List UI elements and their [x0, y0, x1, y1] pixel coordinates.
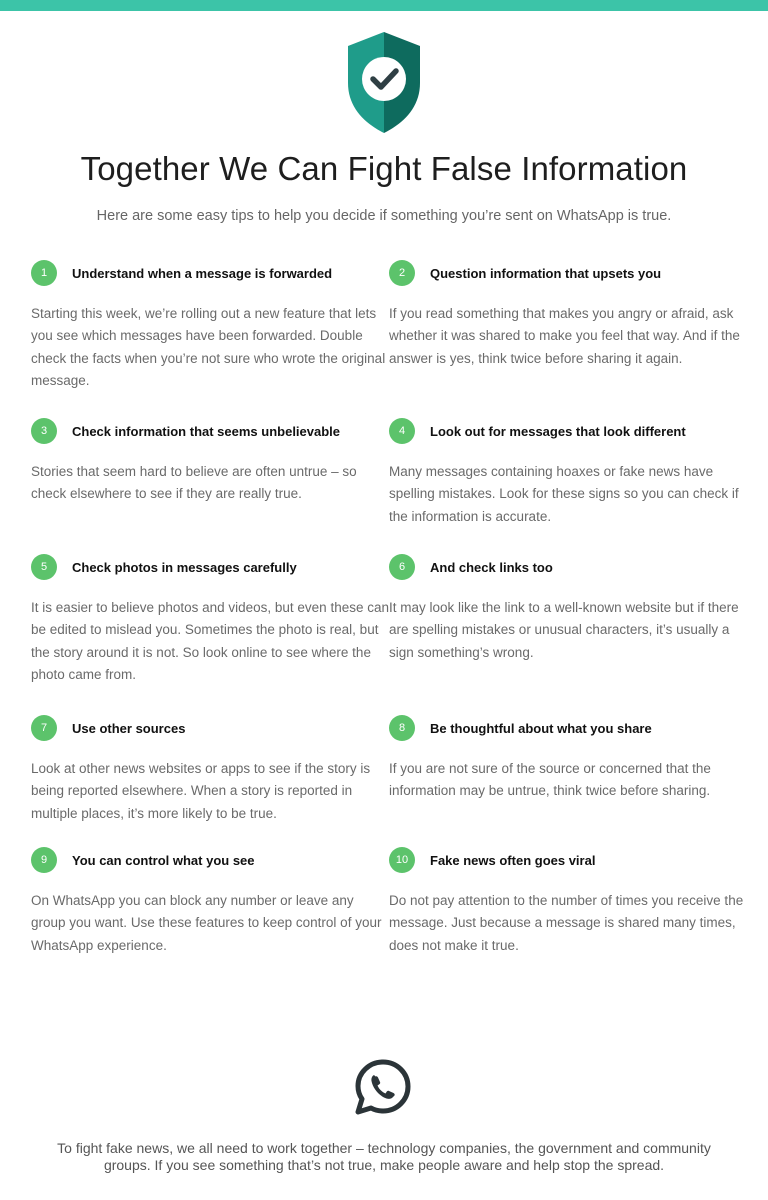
tip-header: [31, 554, 391, 580]
tip-6: [389, 554, 749, 664]
shield-check-icon: [346, 31, 422, 134]
tip-number-badge: 8: [389, 715, 415, 741]
tip-2: [389, 260, 749, 370]
tip-title: Question information that upsets you: [430, 265, 662, 281]
tip-title: Use other sources: [72, 720, 186, 736]
tip-title: Fake news often goes viral: [430, 852, 596, 868]
tip-body: Do not pay attention to the number of times you receive the message. Just because a message is shared many times, does not make it true.: [389, 893, 744, 953]
tip-body: If you read something that makes you angry or afraid, ask whether it was shared to make you feel that way. And if the answer is yes, think twice before sharing it again.: [389, 306, 740, 366]
tip-number-badge: 5: [31, 554, 57, 580]
page-subtitle: Here are some easy tips to help you decide if something you’re sent on WhatsApp is true.: [96, 208, 672, 224]
tip-title: Understand when a message is forwarded: [72, 265, 333, 281]
tip-number-badge: 7: [31, 715, 57, 741]
tip-title: You can control what you see: [72, 852, 255, 868]
tip-number-badge: 6: [389, 554, 415, 580]
tip-3: [31, 418, 391, 506]
tip-body: It may look like the link to a well-known website but if there are spelling mistakes or unusual characters, it’s usually a sign something’s wrong.: [389, 600, 739, 660]
tip-header: [389, 260, 749, 286]
whatsapp-logo-icon: [353, 1057, 413, 1117]
tip-body: If you are not sure of the source or concerned that the information may be untrue, think twice before sharing.: [389, 761, 711, 799]
tip-header: [389, 418, 749, 444]
tip-number-badge: 9: [31, 847, 57, 873]
tip-header: [31, 260, 391, 286]
top-accent-bar: [0, 0, 768, 11]
tip-title: Be thoughtful about what you share: [430, 720, 652, 736]
tip-body: Starting this week, we’re rolling out a new feature that lets you see which messages have been forwarded. Double check the facts when you’re not sure who wrote the original message.: [31, 306, 386, 388]
tip-number-badge: 2: [389, 260, 415, 286]
tip-header: [31, 715, 391, 741]
tip-4: [389, 418, 749, 528]
tip-body: It is easier to believe photos and videos, but even these can be edited to mislead you. Sometimes the photo is real, but the story around it is not. So look online to see where the photo came from.: [31, 600, 389, 682]
tip-number-badge: 10: [389, 847, 415, 873]
tip-10: [389, 847, 749, 957]
tip-7: [31, 715, 391, 825]
tip-title: Check photos in messages carefully: [72, 559, 297, 575]
tip-header: [389, 715, 749, 741]
page-title: Together We Can Fight False Information: [80, 150, 688, 187]
tip-header: [31, 847, 391, 873]
tip-body: Stories that seem hard to believe are often untrue – so check elsewhere to see if they are really true.: [31, 464, 357, 502]
tip-8: [389, 715, 749, 803]
tip-body: Look at other news websites or apps to see if the story is being reported elsewhere. When a story is reported in multiple places, it’s more likely to be true.: [31, 761, 371, 821]
tip-number-badge: 4: [389, 418, 415, 444]
tip-title: And check links too: [430, 559, 553, 575]
tip-1: [31, 260, 391, 392]
tip-header: [31, 418, 391, 444]
tip-number-badge: 1: [31, 260, 57, 286]
tip-body: On WhatsApp you can block any number or leave any group you want. Use these features to keep control of your WhatsApp experience.: [31, 893, 382, 953]
tip-title: Check information that seems unbelievable: [72, 423, 341, 439]
tip-number-badge: 3: [31, 418, 57, 444]
footer-message: To fight fake news, we all need to work together – technology companies, the government and community groups. If you see something that’s not true, make people aware and help stop the spread.: [57, 1140, 711, 1173]
tip-title: Look out for messages that look different: [430, 423, 686, 439]
tip-header: [389, 554, 749, 580]
tip-header: [389, 847, 749, 873]
tip-5: [31, 554, 391, 686]
tip-body: Many messages containing hoaxes or fake news have spelling mistakes. Look for these signs so you can check if the information is accurate.: [389, 464, 739, 524]
tip-9: [31, 847, 391, 957]
